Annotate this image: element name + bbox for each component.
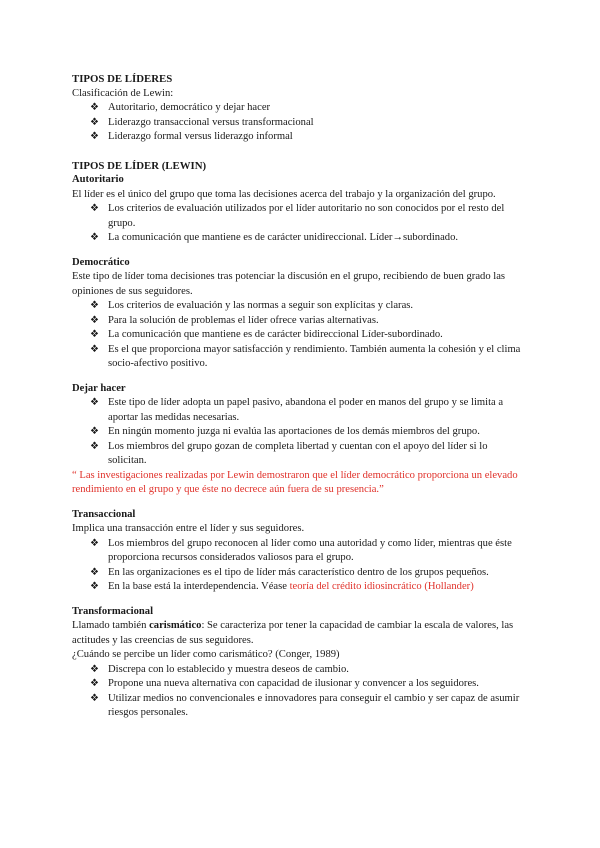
transformacional-description: Llamado también carismático: Se caracteriza por tener la capacidad de cambiar la escala de valores, las actitudes y las creencias de sus seguidores. (72, 620, 514, 646)
list-item: ❖ Los miembros del grupo reconocen al líder como una autoridad y como líder, mientras que éste proporciona recursos considerados valiosos para el grupo. (90, 537, 512, 563)
diamond-bullet-icon: ❖ (90, 329, 99, 340)
list-item: ❖ Liderazgo transaccional versus transformacional (72, 116, 528, 131)
transaccional-description: Implica una transacción entre el líder y sus seguidores. (72, 523, 305, 534)
list-item: ❖ La comunicación que mantiene es de carácter unidireccional. Líder→subordinado. (72, 231, 528, 246)
document-page (72, 72, 528, 721)
diamond-bullet-icon: ❖ (90, 343, 99, 355)
diamond-bullet-icon: ❖ (90, 102, 99, 113)
diamond-bullet-icon: ❖ (90, 566, 99, 578)
list-item: ❖ Para la solución de problemas el líder ofrece varias alternativas. (72, 314, 528, 329)
diamond-bullet-icon: ❖ (90, 537, 99, 549)
diamond-bullet-icon: ❖ (90, 440, 99, 452)
carismatico-term: carismático (149, 620, 202, 631)
diamond-bullet-icon: ❖ (90, 397, 99, 408)
diamond-bullet-icon: ❖ (90, 581, 99, 592)
autoritario-description: El líder es el único del grupo que toma las decisiones acerca del trabajo y la organización del grupo. (72, 188, 496, 200)
list-item: ❖ En ningún momento juzga ni evalúa las aportaciones de los demás miembros del grupo. (72, 425, 528, 440)
diamond-bullet-icon: ❖ (90, 116, 99, 128)
subheading-dejar-hacer: Dejar hacer (72, 382, 126, 394)
list-item: ❖ Los criterios de evaluación y las normas a seguir son explícitas y claras. (72, 299, 528, 314)
diamond-bullet-icon: ❖ (90, 314, 99, 326)
section-title-tipos-de-lider-lewin: TIPOS DE LÍDER (LEWIN) (72, 159, 207, 172)
diamond-bullet-icon: ❖ (90, 232, 99, 243)
charisma-question: ¿Cuándo se percibe un líder como carismático? (Conger, 1989) (72, 649, 340, 660)
subheading-transformacional: Transformacional (72, 605, 154, 617)
list-item: ❖ Autoritario, democrático y dejar hacer (72, 101, 528, 116)
diamond-bullet-icon: ❖ (90, 203, 99, 214)
list-item: ❖ En la base está la interdependencia. Véase teoría del crédito idiosincrático (Hollander) (72, 580, 528, 595)
list-item: ❖ Los criterios de evaluación utilizados por el líder autoritario no son conocidos por el resto del grupo. (90, 203, 505, 229)
list-item: ❖ Los miembros del grupo gozan de completa libertad y cuentan con el apoyo del líder si lo solicitan. (90, 440, 488, 466)
list-item: ❖ La comunicación que mantiene es de carácter bidireccional Líder-subordinado. (72, 328, 528, 343)
list-item: ❖ Es el que proporciona mayor satisfacción y rendimiento. También aumenta la cohesión y el clima socio-afectivo positivo. (90, 343, 521, 369)
diamond-bullet-icon: ❖ (90, 426, 99, 437)
democratico-list (72, 299, 528, 372)
diamond-bullet-icon: ❖ (90, 678, 99, 689)
lewin-classification-intro: Clasificación de Lewin: (72, 87, 174, 99)
transaccional-list (72, 537, 528, 595)
list-item: ❖ Propone una nueva alternativa con capacidad de ilusionar y convencer a los seguidores. (72, 677, 528, 692)
dejar-hacer-list (72, 396, 528, 469)
list-item: ❖ Utilizar medios no convencionales e innovadores para conseguir el cambio y ser capaz de asumir riesgos personales. (90, 692, 520, 718)
democratico-description: Este tipo de líder toma decisiones tras potenciar la discusión en el grupo, recibiendo de buen grado las opiniones de sus seguidores. (72, 271, 506, 297)
diamond-bullet-icon: ❖ (90, 300, 99, 311)
diamond-bullet-icon: ❖ (90, 692, 99, 704)
transformacional-list (72, 663, 528, 721)
subheading-transaccional: Transaccional (72, 508, 136, 520)
lewin-classification-list (72, 101, 528, 145)
diamond-bullet-icon: ❖ (90, 663, 99, 675)
list-item: ❖ Discrepa con lo establecido y muestra deseos de cambio. (72, 663, 528, 678)
subheading-democratico: Democrático (72, 256, 130, 268)
hollander-theory-reference: teoría del crédito idiosincrático (Hollander) (289, 581, 474, 592)
list-item: ❖ Liderazgo formal versus liderazgo informal (72, 130, 528, 145)
list-item: ❖ Este tipo de líder adopta un papel pasivo, abandona el poder en manos del grupo y se limita a aportar las medidas necesarias. (90, 397, 504, 423)
list-item: ❖ En las organizaciones es el tipo de líder más característico dentro de los grupos pequeños. (72, 566, 528, 581)
lewin-research-quote: “ Las investigaciones realizadas por Lewin demostraron que el líder democrático proporciona un elevado rendimiento en el grupo y que éste no decrece aún fuera de su presencia.” (72, 469, 518, 495)
subheading-autoritario: Autoritario (72, 174, 124, 185)
diamond-bullet-icon: ❖ (90, 131, 99, 142)
section-title-tipos-de-lideres: TIPOS DE LÍDERES (72, 73, 173, 85)
autoritario-list (72, 202, 528, 246)
